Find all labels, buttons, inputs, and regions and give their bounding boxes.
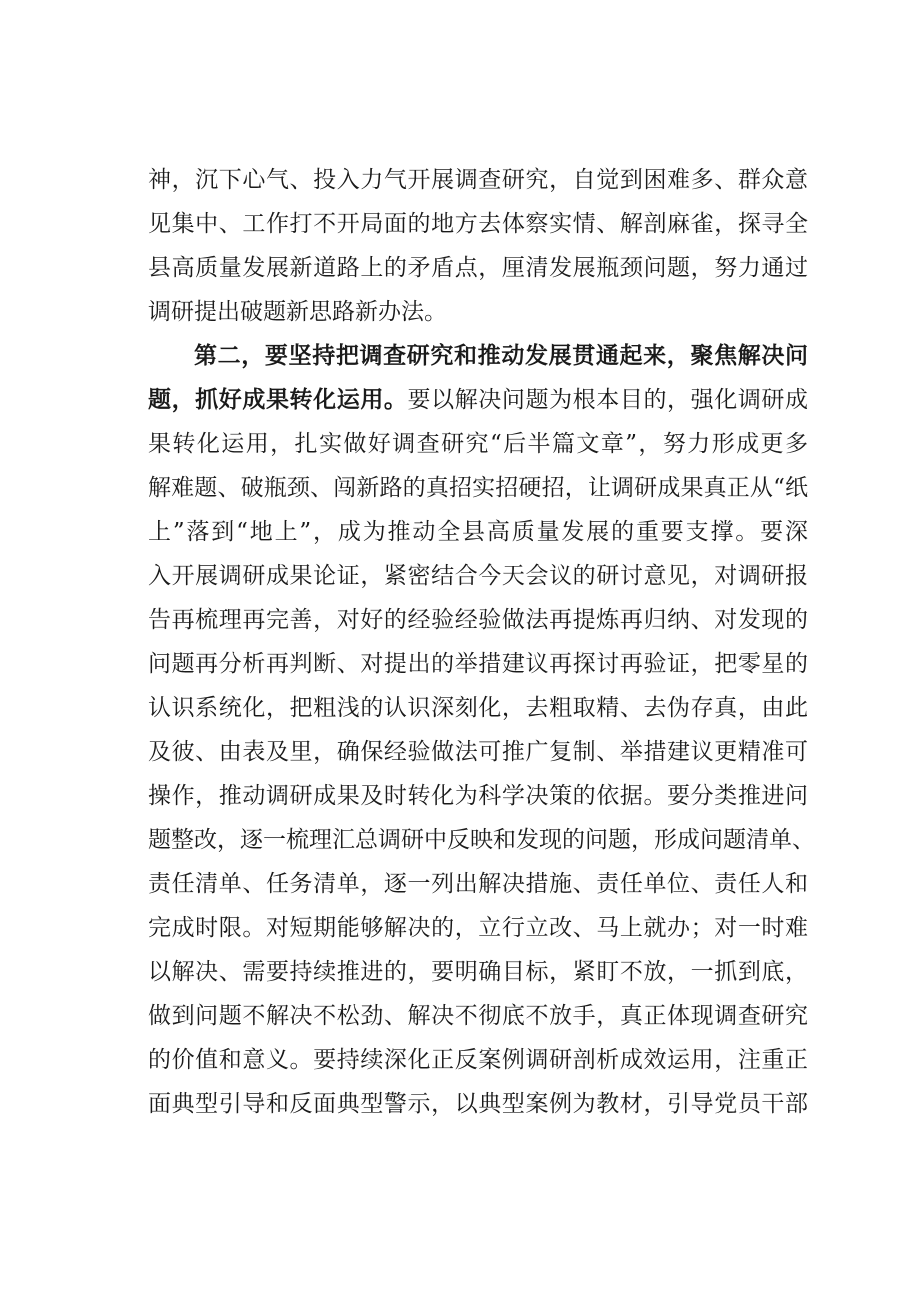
paragraph-line: 县高质量发展新道路上的矛盾点，厘清发展瓶颈问题，努力通过	[148, 255, 808, 281]
paragraph-line: 神，沉下心气、投入力气开展调查研究，自觉到困难多、群众意	[148, 167, 808, 193]
paragraph-line: 入开展调研成果论证，紧密结合今天会议的研讨意见，对调研报	[148, 563, 808, 589]
paragraph-line: 调研提出破题新思路新办法。	[148, 299, 447, 325]
paragraph-line: 见集中、工作打不开局面的地方去体察实情、解剖麻雀，探寻全	[148, 211, 808, 237]
paragraph-line: 操作，推动调研成果及时转化为科学决策的依据。要分类推进问	[148, 783, 808, 809]
paragraph-line: 问题再分析再判断、对提出的举措建议再探讨再验证，把零星的	[148, 651, 808, 677]
paragraph-line: 面典型引导和反面典型警示，以典型案例为教材，引导党员干部	[148, 1091, 808, 1117]
paragraph-line: 上”落到“地上”，成为推动全县高质量发展的重要支撑。要深	[148, 519, 808, 545]
paragraph-line: 完成时限。对短期能够解决的，立行立改、马上就办；对一时难	[148, 915, 808, 941]
paragraph-line: 认识系统化，把粗浅的认识深刻化，去粗取精、去伪存真，由此	[148, 695, 808, 721]
paragraph-text: 要以解决问题为根本目的，强化调研成	[407, 387, 809, 413]
paragraph-line: 责任清单、任务清单，逐一列出解决措施、责任单位、责任人和	[148, 871, 808, 897]
paragraph-line: 的价值和意义。要持续深化正反案例调研剖析成效运用，注重正	[148, 1047, 808, 1073]
section-heading-line: 第二，要坚持把调查研究和推动发展贯通起来，聚焦解决问	[194, 342, 808, 369]
paragraph-line: 及彼、由表及里，确保经验做法可推广复制、举措建议更精准可	[148, 739, 808, 765]
paragraph-line: 做到问题不解决不松劲、解决不彻底不放手，真正体现调查研究	[148, 1003, 808, 1029]
paragraph-line: 果转化运用，扎实做好调查研究“后半篇文章”，努力形成更多	[148, 431, 808, 457]
paragraph-line: 解难题、破瓶颈、闯新路的真招实招硬招，让调研成果真正从“纸	[148, 475, 808, 501]
section-heading-tail: 题，抓好成果转化运用。	[148, 386, 408, 413]
paragraph-line: 以解决、需要持续推进的，要明确目标，紧盯不放，一抓到底，	[148, 959, 808, 985]
paragraph-line-mixed	[148, 378, 808, 422]
paragraph-line: 告再梳理再完善，对好的经验经验做法再提炼再归纳、对发现的	[148, 607, 808, 633]
paragraph-line: 题整改，逐一梳理汇总调研中反映和发现的问题，形成问题清单、	[148, 827, 815, 853]
